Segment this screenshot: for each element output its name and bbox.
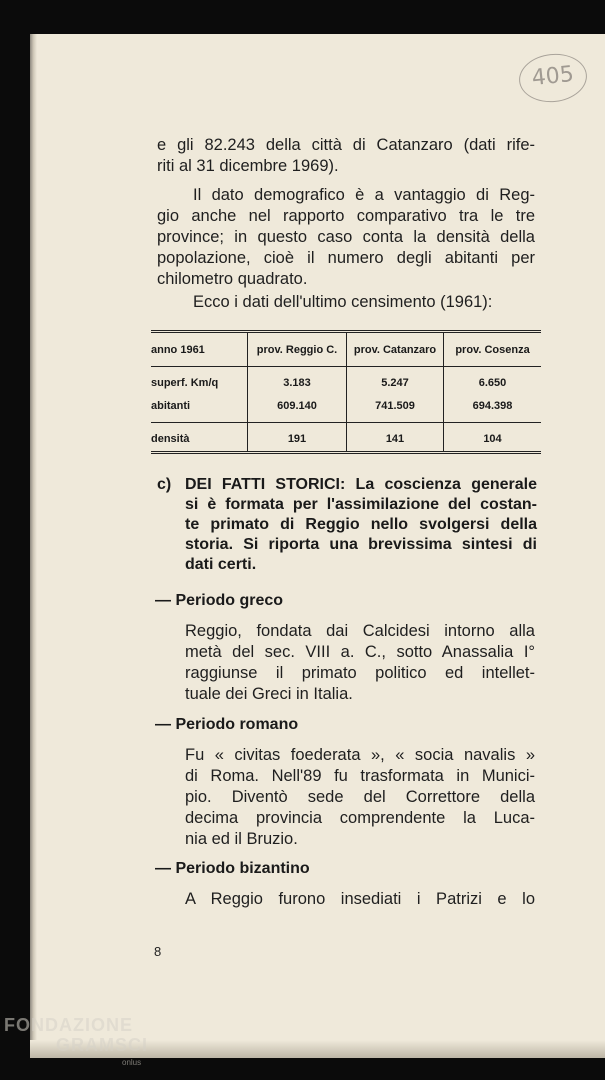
section-c-heading: [157, 475, 537, 575]
watermark-line-1: FONDAZIONE: [4, 1015, 133, 1035]
section-c-label: c): [157, 476, 172, 493]
text-line: decima provincia comprendente la Luca-: [185, 809, 535, 827]
table-cell: 694.398: [472, 400, 513, 412]
table-cell: 3.183: [283, 377, 311, 389]
intro-line-2: riti al 31 dicembre 1969).: [157, 157, 339, 175]
para2-line-4: popolazione, cioè il numero degli abitanti per: [157, 249, 535, 267]
page-binding-edge: [30, 34, 37, 1058]
para3: Ecco i dati dell'ultimo censimento (1961):: [193, 293, 493, 311]
text-line: tuale dei Greci in Italia.: [185, 685, 353, 703]
period-bizantino-title: — Periodo bizantino: [155, 860, 310, 877]
text-line: Reggio, fondata dai Calcidesi intorno alla: [185, 622, 535, 640]
text-line: raggiunse il primato politico ed intellet-: [185, 664, 535, 682]
watermark-line-2: GRAMSCI: [56, 1035, 148, 1055]
section-c-line: storia. Si riporta una brevissima sintesi di: [185, 536, 537, 553]
text-line: nia ed il Bruzio.: [185, 830, 298, 848]
period-romano-title: — Periodo romano: [155, 716, 299, 733]
table-cell: 191: [287, 433, 307, 445]
text-line: pio. Diventò sede del Correttore della: [185, 788, 535, 806]
table-header-year: anno 1961: [151, 344, 205, 356]
text-line: di Roma. Nell'89 fu trasformata in Munici-: [185, 767, 535, 785]
table-cell: 741.509: [375, 400, 415, 412]
census-table: [151, 330, 541, 454]
table-cell: 6.650: [478, 377, 507, 389]
section-c-line: dati certi.: [185, 556, 257, 573]
text-line: Fu « civitas foederata », « socia navalis »: [185, 746, 535, 764]
table-header-cosenza: prov. Cosenza: [455, 344, 530, 356]
table-cell: 104: [483, 433, 502, 445]
section-c-line: DEI FATTI STORICI: La coscienza generale: [185, 476, 537, 493]
table-header-reggio: prov. Reggio C.: [256, 344, 338, 356]
table-cell: 141: [385, 433, 405, 445]
watermark-line-3: onlus: [122, 1058, 142, 1067]
period-romano-text: [185, 745, 535, 850]
para2-line-5: chilometro quadrato.: [157, 270, 308, 288]
period-greco-text: [185, 621, 535, 705]
text-line: A Reggio furono insediati i Patrizi e lo: [185, 890, 535, 908]
para2-line-1: Il dato demografico è a vantaggio di Reg-: [193, 186, 535, 204]
intro-line-1: e gli 82.243 della città di Catanzaro (dati rife-: [157, 136, 535, 154]
table-cell: 609.140: [277, 400, 317, 412]
table-cell: 5.247: [381, 377, 409, 389]
section-c-line: te primato di Reggio nello svolgersi della: [185, 516, 537, 533]
section-c-line: si è formata per l'assimilazione del costan-: [185, 496, 537, 513]
table-row-label: abitanti: [151, 400, 191, 412]
table-row-label: densità: [151, 433, 190, 445]
para2-line-2: gio anche nel rapporto comparativo tra le tre: [157, 207, 535, 225]
period-greco-title: — Periodo greco: [155, 592, 284, 609]
text-line: metà del sec. VIII a. C., sotto Anassalia I°: [185, 643, 535, 661]
stamp-number: 405: [530, 61, 576, 92]
para2-line-3: province; in questo caso conta la densità della: [157, 228, 535, 246]
table-row-label: superf. Km/q: [151, 377, 219, 389]
page-number: 8: [154, 944, 162, 959]
period-bizantino-text: [185, 889, 535, 910]
table-header-catanzaro: prov. Catanzaro: [353, 344, 437, 356]
